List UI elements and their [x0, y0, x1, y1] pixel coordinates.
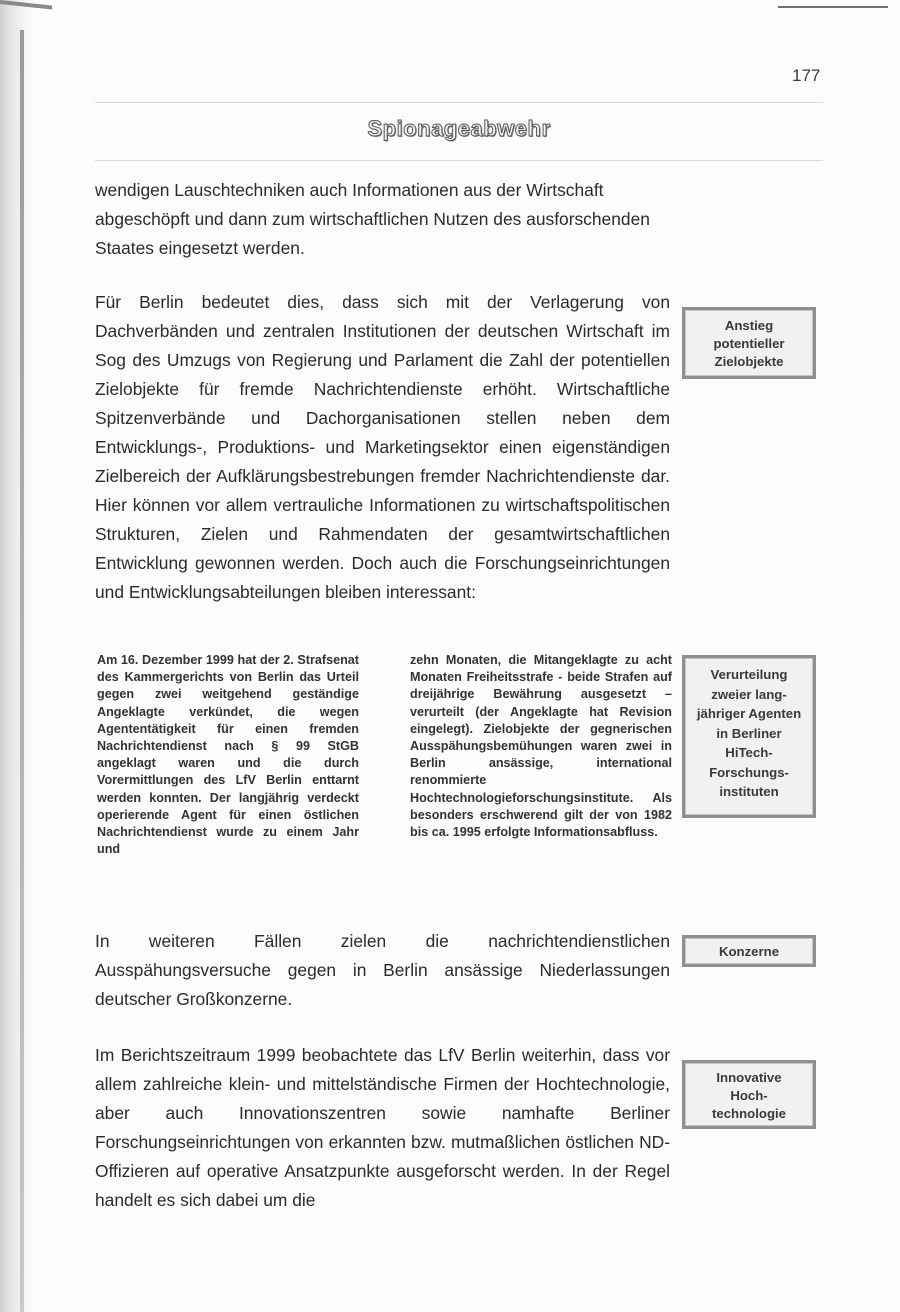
margin-note-line: potentieller: [713, 336, 785, 351]
margin-note-line: Zielobjekte: [714, 354, 784, 369]
paragraph-intro: wendigen Lauschtechniken auch Informationen aus der Wirtschaft abgeschöpft und dann zum wirtschaftlichen Nutzen des ausforschenden Staates eingesetzt werden.: [95, 180, 650, 258]
margin-note-line: Anstieg: [724, 318, 774, 333]
paragraph-berichtszeitraum: Im Berichtszeitraum 1999 beobachtete das LfV Berlin weiterhin, dass vor allem zahlreiche klein- und mittelständische Firmen der Hochtechnologie, aber auch Innovationszentren sowie namhafte Berliner Forschungseinrichtungen von erkannten bzw. mutmaßlichen östlichen ND-Offizieren auf operative Ansatzpunkte ausgeforscht werden. In der Regel handelt es sich dabei um die: [95, 1045, 670, 1210]
binding-line: [20, 30, 24, 1312]
margin-note-line: jähriger Agenten: [696, 706, 802, 721]
margin-note-line: Konzerne: [718, 944, 780, 959]
case-report-right-column: zehn Monaten, die Mitangeklagte zu acht Monaten Freiheitsstrafe - beide Strafen auf dreijährige Bewährung ausgesetzt – verurteilt (der Angeklagte hat Revision eingelegt). Zielobjekte der gegnerischen Ausspähungsbemühungen waren zwei in Berlin ansässige, international renommierte Hochtechnologieforschungsinstitute. Als besonders erschwerend gilt der von 1982 bis ca. 1995 erfolgte Informationsabfluss.: [410, 653, 672, 840]
margin-note-line: instituten: [719, 784, 779, 799]
margin-note-line: Innovative: [716, 1070, 782, 1085]
header-rule-bottom: [95, 160, 823, 161]
paragraph-weitere-faelle: In weiteren Fällen zielen die nachrichtendienstlichen Ausspähungsversuche gegen in Berlin ansässige Niederlassungen deutscher Großkonzerne.: [95, 931, 670, 1009]
margin-note-line: HiTech-: [725, 745, 773, 760]
margin-note-line: technologie: [712, 1106, 786, 1121]
margin-note-line: Verurteilung: [710, 667, 788, 682]
margin-note-line: zweier lang-: [711, 686, 787, 702]
margin-note-konzerne: [682, 935, 816, 967]
header-rule-top: [95, 102, 823, 103]
margin-note-innovative: [682, 1060, 816, 1129]
paragraph-berlin: Für Berlin bedeutet dies, dass sich mit der Verlagerung von Dachverbänden und zentralen Institutionen der deutschen Wirtschaft im Sog des Umzugs von Regierung und Parlament die Zahl der potentiellen Zielobjekte für fremde Nachrichtendienste erhöht. Wirtschaftliche Spitzenverbände und Dachorganisationen stellen neben dem Entwicklungs-, Produktions- und Marketingsektor einen eigenständigen Zielbereich der Aufklärungsbestrebungen fremder Nachrichtendienste dar. Hier können vor allem vertrauliche Informationen zu wirtschaftspolitischen Strukturen, Zielen und Rahmendaten der gesamtwirtschaftlichen Entwicklung gewonnen werden. Doch auch die Forschungseinrichtungen und Entwicklungsabteilungen bleiben interessant:: [95, 292, 670, 602]
margin-note-line: Hoch-: [730, 1088, 768, 1103]
top-right-rule: [778, 6, 888, 8]
case-report-left-column: Am 16. Dezember 1999 hat der 2. Strafsenat des Kammergerichts von Berlin das Urteil gegen zwei weitgehend geständige Angeklagte verkündet, die wegen Agententätigkeit für einen fremden Nachrichtendienst nach § 99 StGB angeklagt waren und die durch Vorermittlungen des LfV Berlin enttarnt werden konnten. Der langjährig verdeckt operierende Agent für einen östlichen Nachrichtendienst wurde zu einem Jahr und: [97, 653, 359, 857]
margin-note-line: in Berliner: [716, 725, 782, 741]
binding-shadow: [0, 0, 34, 1312]
section-title: Spionageabwehr: [367, 116, 551, 141]
margin-note-anstieg: [682, 307, 816, 379]
page-number: 177: [792, 66, 821, 85]
margin-note-line: Forschungs-: [709, 764, 789, 780]
margin-note-verurteilung: [682, 655, 816, 818]
